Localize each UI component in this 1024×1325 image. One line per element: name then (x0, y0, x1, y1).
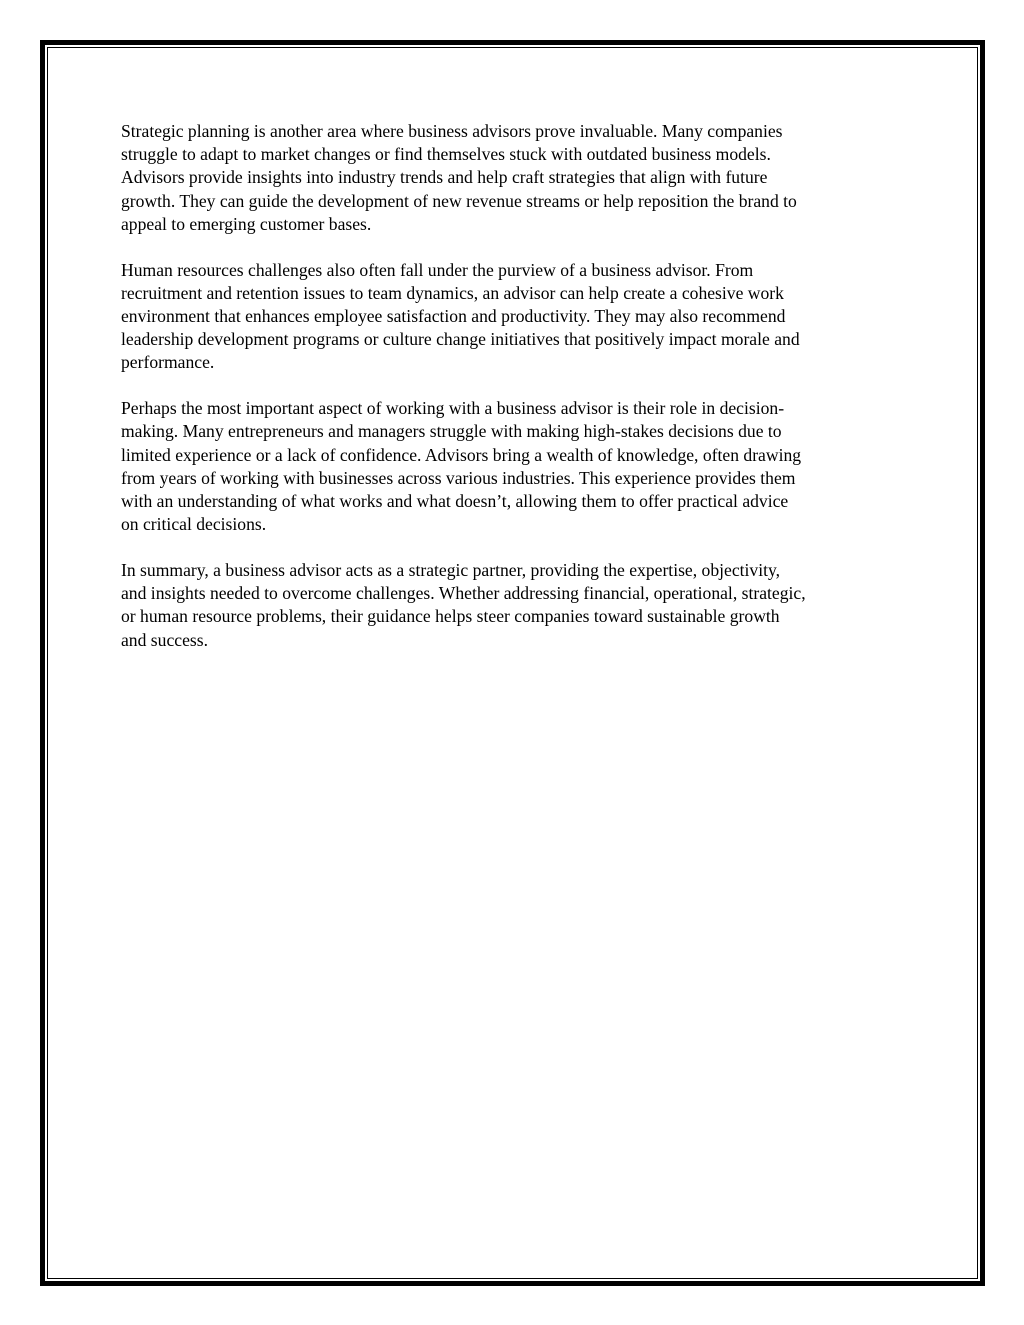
paragraph-summary: In summary, a business advisor acts as a strategic partner, providing the expertise, objectivity, and insights needed to overcome challenges. Whether addressing financial, operational, strategic, or human resource problems, their guidance helps steer companies toward sustainable growth and success. (121, 560, 806, 650)
paragraph-decision-making: Perhaps the most important aspect of working with a business advisor is their role in decision- making. Many entrepreneurs and managers struggle with making high-stakes decisions due to limited experience or a lack of confidence. Advisors bring a wealth of knowledge, often drawing from years of working with businesses across various industries. This experience provides them with an understanding of what works and what doesn’t, allowing them to offer practical advice on critical decisions. (121, 398, 802, 535)
paragraph-human-resources: Human resources challenges also often fall under the purview of a business advisor. From recruitment and retention issues to team dynamics, an advisor can help create a cohesive work environment that enhances employee satisfaction and productivity. They may also recommend leadership development programs or culture change initiatives that positively impact morale and performance. (121, 259, 800, 373)
paragraph-strategic-planning: Strategic planning is another area where business advisors prove invaluable. Many companies struggle to adapt to market changes or find themselves stuck with outdated business models. Advisors provide insights into industry trends and help craft strategies that align with future growth. They can guide the development of new revenue streams or help reposition the brand to appeal to emerging customer bases. (121, 121, 797, 234)
document-body (121, 120, 911, 674)
